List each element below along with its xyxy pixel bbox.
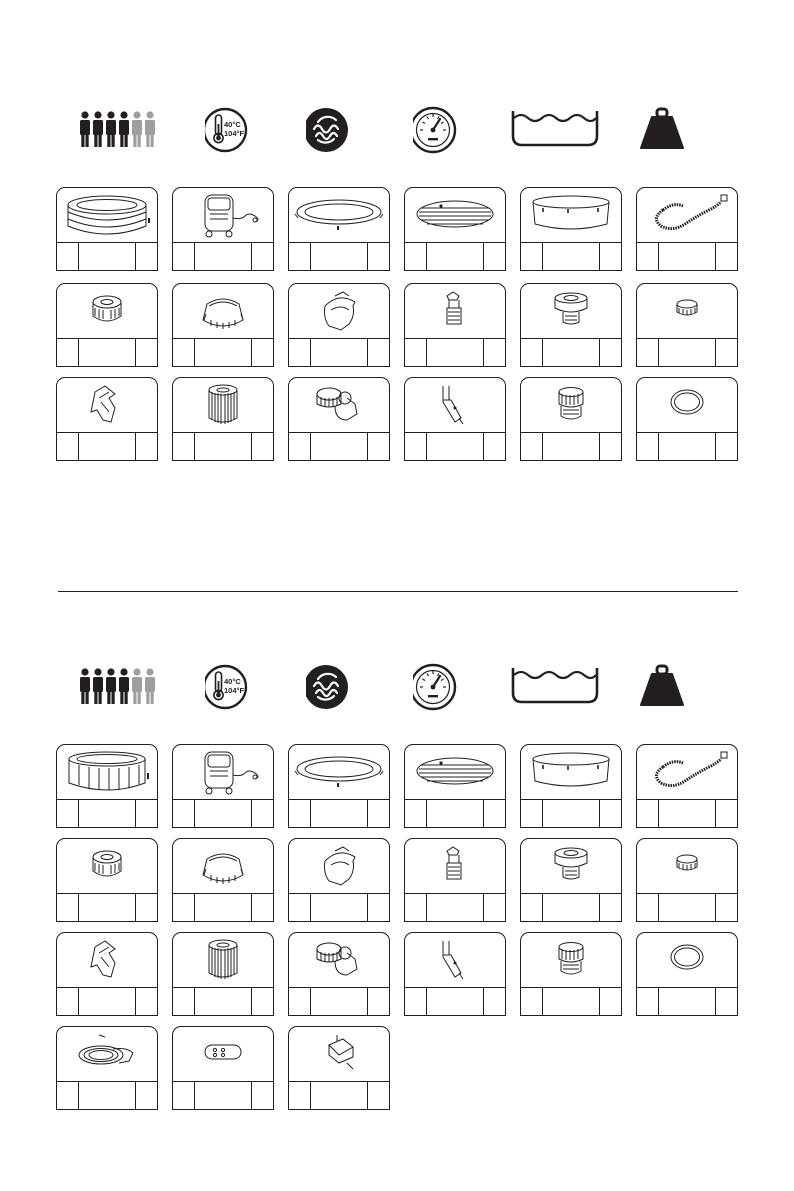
- part-code-row: [405, 338, 505, 366]
- part-card-drain-connector: [404, 283, 506, 367]
- pump-icon: [173, 745, 273, 800]
- part-code-qty: [251, 988, 273, 1015]
- part-card-o-ring: [636, 932, 738, 1016]
- part-code-qty: [715, 243, 737, 270]
- part-code-number: [659, 433, 716, 460]
- strainer-icon: [173, 839, 273, 894]
- filter-cartridge-icon: [173, 933, 273, 988]
- part-code-left: [173, 800, 195, 827]
- elbow-icon: [289, 933, 389, 988]
- filter-cartridge-icon: [173, 378, 273, 433]
- part-code-qty: [599, 243, 621, 270]
- part-code-left: [173, 894, 195, 921]
- part-card-spa-body: [56, 744, 158, 828]
- groundcloth-icon: [521, 745, 621, 800]
- part-code-qty: [135, 1082, 157, 1109]
- buckle-icon: [57, 378, 157, 433]
- cover-icon: [289, 188, 389, 243]
- part-code-row: [521, 242, 621, 270]
- part-code-row: [173, 799, 273, 827]
- part-code-row: [637, 799, 737, 827]
- part-code-row: [521, 987, 621, 1015]
- bubble-jet-icon: [306, 655, 386, 735]
- strainer-lid-icon: [289, 839, 389, 894]
- part-card-inflation-hose: [636, 744, 738, 828]
- part-code-number: [543, 800, 600, 827]
- temp-fahrenheit: 104°F: [224, 129, 245, 138]
- part-code-qty: [599, 894, 621, 921]
- part-code-row: [173, 1081, 273, 1109]
- part-code-qty: [715, 339, 737, 366]
- part-code-row: [289, 432, 389, 460]
- part-code-qty: [599, 800, 621, 827]
- part-card-strainer-cover: [172, 283, 274, 367]
- part-code-row: [57, 432, 157, 460]
- part-code-number: [427, 433, 484, 460]
- part-code-qty: [483, 339, 505, 366]
- part-card-control-unit: [172, 744, 274, 828]
- part-card-remote-control: [172, 1026, 274, 1110]
- part-card-valve-cap: [636, 838, 738, 922]
- cover-icon: [289, 745, 389, 800]
- hose-icon: [637, 745, 737, 800]
- water-capacity-icon: [510, 98, 590, 178]
- part-code-number: [195, 894, 252, 921]
- part-card-valve-tool: [404, 377, 506, 461]
- part-code-row: [57, 799, 157, 827]
- part-code-row: [173, 432, 273, 460]
- part-code-number: [659, 894, 716, 921]
- part-code-number: [427, 800, 484, 827]
- part-card-connector-fitting: [520, 932, 622, 1016]
- part-code-row: [405, 987, 505, 1015]
- part-code-number: [427, 243, 484, 270]
- o-ring-icon: [637, 378, 737, 433]
- fitting-icon: [521, 933, 621, 988]
- pump-icon: [173, 188, 273, 243]
- part-code-left: [289, 800, 311, 827]
- part-code-qty: [251, 243, 273, 270]
- part-code-row: [405, 799, 505, 827]
- part-code-qty: [367, 339, 389, 366]
- part-code-left: [637, 339, 659, 366]
- part-code-number: [311, 243, 368, 270]
- part-code-qty: [483, 988, 505, 1015]
- thermometer-icon: [205, 98, 285, 178]
- part-code-qty: [483, 894, 505, 921]
- part-code-qty: [135, 243, 157, 270]
- part-code-left: [521, 800, 543, 827]
- temp-fahrenheit: 104°F: [224, 686, 245, 695]
- part-code-number: [195, 800, 252, 827]
- valve-icon: [521, 284, 621, 339]
- part-code-row: [289, 1081, 389, 1109]
- part-code-row: [57, 987, 157, 1015]
- part-code-left: [405, 339, 427, 366]
- lid-icon: [405, 745, 505, 800]
- part-code-number: [311, 800, 368, 827]
- part-code-qty: [483, 243, 505, 270]
- part-code-left: [637, 433, 659, 460]
- spec-row-1: [58, 98, 738, 178]
- weight-icon: [639, 98, 719, 178]
- part-code-left: [289, 243, 311, 270]
- part-code-qty: [715, 894, 737, 921]
- water-capacity-icon: [510, 655, 590, 735]
- part-code-left: [173, 1082, 195, 1109]
- part-code-row: [637, 242, 737, 270]
- lid-icon: [405, 188, 505, 243]
- part-code-left: [521, 339, 543, 366]
- fitting-icon: [521, 378, 621, 433]
- part-code-number: [311, 894, 368, 921]
- strainer-lid-icon: [289, 284, 389, 339]
- part-code-left: [521, 433, 543, 460]
- part-card-inflation-valve: [520, 838, 622, 922]
- part-code-number: [659, 339, 716, 366]
- hose-icon: [637, 188, 737, 243]
- part-code-row: [57, 338, 157, 366]
- groundcloth-icon: [521, 188, 621, 243]
- part-code-row: [637, 432, 737, 460]
- part-code-number: [311, 339, 368, 366]
- part-code-row: [57, 242, 157, 270]
- part-card-elbow-connector: [288, 932, 390, 1016]
- part-card-elbow-connector: [288, 377, 390, 461]
- part-card-inflation-hose: [636, 187, 738, 271]
- part-code-row: [173, 242, 273, 270]
- part-code-number: [195, 339, 252, 366]
- part-code-number: [427, 339, 484, 366]
- part-code-left: [173, 433, 195, 460]
- part-code-qty: [599, 339, 621, 366]
- part-card-filter-cartridge: [172, 932, 274, 1016]
- part-code-row: [637, 893, 737, 921]
- part-code-qty: [367, 243, 389, 270]
- section-divider: [58, 591, 738, 592]
- drain-connector-icon: [405, 284, 505, 339]
- part-code-row: [405, 432, 505, 460]
- part-code-left: [57, 339, 79, 366]
- part-code-qty: [135, 433, 157, 460]
- adapter-icon: [289, 1027, 389, 1082]
- part-code-number: [659, 988, 716, 1015]
- part-code-qty: [367, 894, 389, 921]
- part-code-qty: [599, 433, 621, 460]
- pressure-gauge-icon: [413, 98, 493, 178]
- part-card-inflatable-lid: [404, 744, 506, 828]
- part-code-left: [173, 243, 195, 270]
- part-card-connector-fitting: [520, 377, 622, 461]
- part-code-qty: [251, 339, 273, 366]
- part-code-left: [405, 988, 427, 1015]
- part-card-heater-adapter: [288, 1026, 390, 1110]
- part-code-qty: [367, 1082, 389, 1109]
- part-code-number: [311, 433, 368, 460]
- part-code-qty: [715, 800, 737, 827]
- spec-row-2: [58, 655, 738, 735]
- tool-icon: [405, 933, 505, 988]
- people-capacity-icon: [79, 98, 159, 178]
- spa-square-icon: [57, 745, 157, 800]
- part-code-number: [543, 433, 600, 460]
- strainer-icon: [173, 284, 273, 339]
- part-card-drain-connector: [404, 838, 506, 922]
- part-code-left: [521, 988, 543, 1015]
- part-code-number: [79, 243, 136, 270]
- part-code-left: [289, 433, 311, 460]
- valve-icon: [521, 839, 621, 894]
- part-code-qty: [135, 339, 157, 366]
- part-code-row: [173, 893, 273, 921]
- part-code-left: [405, 894, 427, 921]
- part-code-qty: [715, 988, 737, 1015]
- part-code-qty: [715, 433, 737, 460]
- part-code-left: [57, 894, 79, 921]
- part-code-row: [289, 338, 389, 366]
- part-card-filter-housing: [56, 283, 158, 367]
- part-code-number: [659, 243, 716, 270]
- cap-icon: [637, 839, 737, 894]
- part-code-qty: [135, 800, 157, 827]
- part-code-row: [637, 338, 737, 366]
- part-code-left: [173, 988, 195, 1015]
- part-code-left: [521, 894, 543, 921]
- bubble-jet-icon: [306, 98, 386, 178]
- cord-icon: [57, 1027, 157, 1082]
- part-card-strainer-lid: [288, 283, 390, 367]
- filter-housing-icon: [57, 839, 157, 894]
- part-card-strainer-cover: [172, 838, 274, 922]
- part-code-qty: [483, 800, 505, 827]
- part-code-qty: [251, 894, 273, 921]
- part-card-o-ring: [636, 377, 738, 461]
- part-code-number: [427, 894, 484, 921]
- part-code-number: [79, 988, 136, 1015]
- part-code-qty: [135, 894, 157, 921]
- part-code-left: [405, 433, 427, 460]
- spa-round-icon: [57, 188, 157, 243]
- part-code-number: [543, 339, 600, 366]
- part-code-qty: [251, 433, 273, 460]
- part-code-number: [543, 894, 600, 921]
- part-card-filter-cartridge: [172, 377, 274, 461]
- part-code-row: [405, 893, 505, 921]
- part-code-number: [659, 800, 716, 827]
- part-code-left: [289, 1082, 311, 1109]
- part-code-left: [405, 800, 427, 827]
- part-code-number: [195, 988, 252, 1015]
- part-code-left: [289, 988, 311, 1015]
- part-code-number: [79, 1082, 136, 1109]
- part-code-number: [79, 800, 136, 827]
- part-code-left: [637, 894, 659, 921]
- part-card-spa-cover: [288, 744, 390, 828]
- part-code-row: [637, 987, 737, 1015]
- part-code-qty: [367, 800, 389, 827]
- part-code-row: [289, 987, 389, 1015]
- part-code-number: [195, 433, 252, 460]
- part-code-row: [289, 242, 389, 270]
- part-code-row: [173, 338, 273, 366]
- part-code-left: [289, 894, 311, 921]
- part-code-number: [79, 894, 136, 921]
- part-code-number: [195, 1082, 252, 1109]
- part-code-qty: [135, 988, 157, 1015]
- part-code-qty: [367, 433, 389, 460]
- o-ring-icon: [637, 933, 737, 988]
- part-code-left: [637, 800, 659, 827]
- temp-celsius: 40°C: [224, 677, 241, 686]
- part-code-row: [521, 338, 621, 366]
- part-code-row: [521, 893, 621, 921]
- part-card-inflatable-lid: [404, 187, 506, 271]
- part-code-number: [311, 988, 368, 1015]
- part-code-row: [289, 893, 389, 921]
- part-code-left: [637, 988, 659, 1015]
- pressure-gauge-icon: [413, 655, 493, 735]
- people-capacity-icon: [79, 655, 159, 735]
- cap-icon: [637, 284, 737, 339]
- part-code-left: [521, 243, 543, 270]
- part-code-qty: [599, 988, 621, 1015]
- part-code-number: [195, 243, 252, 270]
- remote-icon: [173, 1027, 273, 1082]
- temp-celsius: 40°C: [224, 120, 241, 129]
- thermometer-icon: [205, 655, 285, 735]
- part-code-row: [57, 893, 157, 921]
- part-code-row: [173, 987, 273, 1015]
- part-card-buckle: [56, 932, 158, 1016]
- part-card-ground-cloth: [520, 744, 622, 828]
- part-code-row: [405, 242, 505, 270]
- part-card-control-unit: [172, 187, 274, 271]
- tool-icon: [405, 378, 505, 433]
- part-code-left: [173, 339, 195, 366]
- part-card-spa-cover: [288, 187, 390, 271]
- part-code-number: [79, 339, 136, 366]
- part-card-inflation-valve: [520, 283, 622, 367]
- buckle-icon: [57, 933, 157, 988]
- drain-connector-icon: [405, 839, 505, 894]
- part-card-filter-housing: [56, 838, 158, 922]
- part-code-number: [427, 988, 484, 1015]
- part-code-number: [543, 243, 600, 270]
- part-card-ground-cloth: [520, 187, 622, 271]
- part-code-qty: [251, 800, 273, 827]
- part-code-qty: [251, 1082, 273, 1109]
- part-code-left: [637, 243, 659, 270]
- part-code-qty: [367, 988, 389, 1015]
- part-card-strainer-lid: [288, 838, 390, 922]
- part-card-valve-tool: [404, 932, 506, 1016]
- part-card-spa-body: [56, 187, 158, 271]
- part-code-left: [57, 988, 79, 1015]
- part-code-left: [405, 243, 427, 270]
- elbow-icon: [289, 378, 389, 433]
- part-card-valve-cap: [636, 283, 738, 367]
- part-code-number: [311, 1082, 368, 1109]
- part-code-left: [289, 339, 311, 366]
- part-code-row: [521, 799, 621, 827]
- part-code-row: [521, 432, 621, 460]
- weight-icon: [639, 655, 719, 735]
- part-code-row: [289, 799, 389, 827]
- part-code-left: [57, 800, 79, 827]
- part-code-number: [79, 433, 136, 460]
- part-card-power-cord: [56, 1026, 158, 1110]
- filter-housing-icon: [57, 284, 157, 339]
- part-code-qty: [483, 433, 505, 460]
- part-code-left: [57, 433, 79, 460]
- part-code-left: [57, 243, 79, 270]
- part-code-left: [57, 1082, 79, 1109]
- part-code-number: [543, 988, 600, 1015]
- part-code-row: [57, 1081, 157, 1109]
- part-card-buckle: [56, 377, 158, 461]
